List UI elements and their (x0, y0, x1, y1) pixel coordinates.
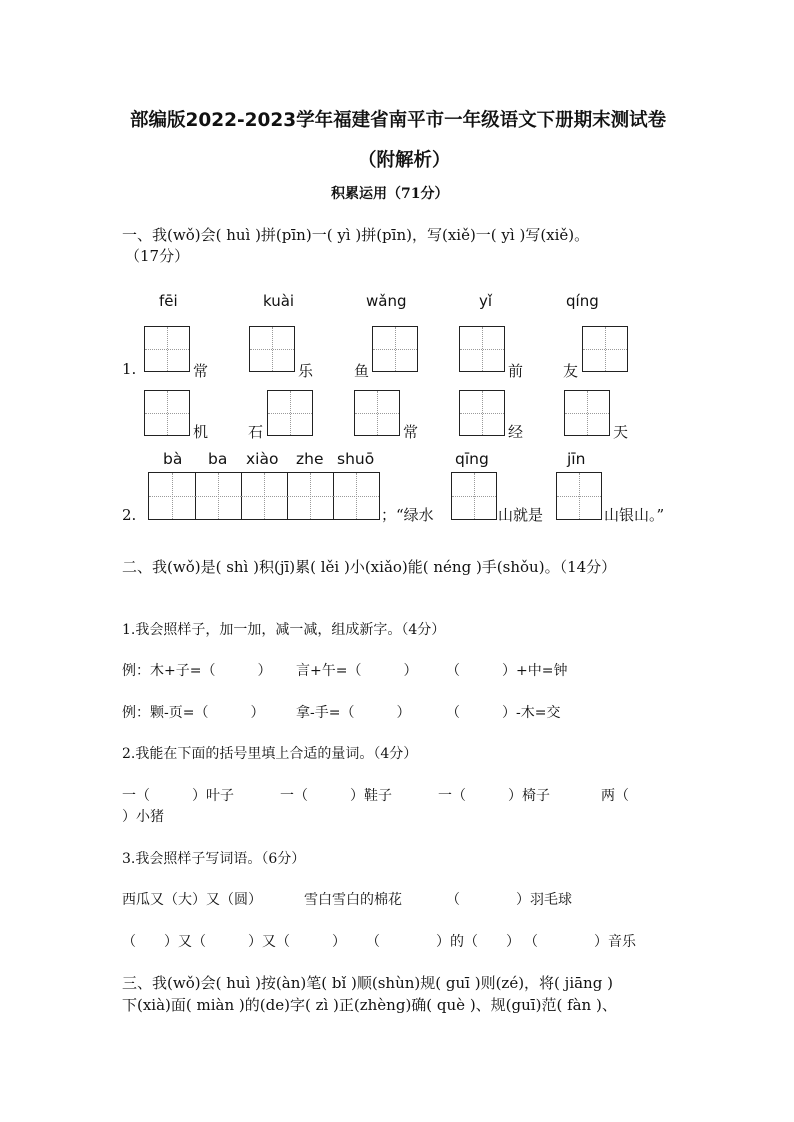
char-hint: 乐 (298, 362, 314, 380)
char-hint: 前 (508, 362, 524, 380)
example-text: 雪白雪白的棉花 (304, 892, 402, 908)
tianzige-box[interactable] (354, 390, 400, 436)
sub-question: 2.我能在下面的括号里填上合适的量词。（4分） (122, 746, 418, 762)
fill-blank: ）小猪 (122, 809, 164, 825)
pinyin-label: ba (208, 450, 228, 468)
pinyin-label: yǐ (479, 292, 493, 310)
question-1-heading: 一、我(wǒ)会( huì )拼(pīn)一( yì )拼(pīn)，写(xiě)一( yì )写(xiě)。 (122, 226, 590, 244)
sub-question: 3.我会照样子写词语。（6分） (122, 851, 306, 867)
fill-blank: 拿-手=（ ） (296, 705, 411, 721)
fill-blank: （ ）音乐 (524, 934, 636, 950)
sentence-fragment: 山银山。” (604, 506, 665, 524)
tianzige-box[interactable] (582, 326, 628, 372)
char-hint: 天 (613, 423, 629, 441)
tianzige-box[interactable] (267, 390, 313, 436)
fill-blank: （ ）+中=钟 (446, 663, 568, 679)
pinyin-label: shuō (337, 450, 375, 468)
example-text: 西瓜又（大）又（圆） (122, 892, 262, 908)
question-3-heading-cont: 下(xià)面( miàn )的(de)字( zì )正(zhèng)确( què )、规(guī)范( fàn )、 (122, 996, 617, 1014)
char-hint: 石 (248, 423, 264, 441)
section-heading: 积累运用（71分） (331, 186, 449, 202)
fill-blank: 一（ ）椅子 (438, 788, 550, 804)
pinyin-label: jīn (567, 450, 586, 468)
char-hint: 友 (563, 362, 579, 380)
tianzige-box[interactable] (372, 326, 418, 372)
char-hint: 常 (403, 423, 419, 441)
tianzige-box[interactable] (459, 326, 505, 372)
tianzige-box[interactable] (556, 472, 602, 520)
item-number: 2. (122, 506, 137, 524)
pinyin-label: zhe (296, 450, 324, 468)
tianzige-box[interactable] (459, 390, 505, 436)
page-title-suffix: （附解析） (358, 150, 451, 171)
fill-blank: 例：颗-页=（ ） (122, 705, 265, 721)
pinyin-label: bà (163, 450, 183, 468)
tianzige-box[interactable] (564, 390, 610, 436)
fill-blank: 例：木+子=（ ） (122, 663, 272, 679)
fill-blank: 言+午=（ ） (296, 663, 418, 679)
fill-blank: 一（ ）鞋子 (280, 788, 392, 804)
char-hint: 机 (193, 423, 209, 441)
sub-question: 1.我会照样子，加一加，减一减，组成新字。（4分） (122, 622, 446, 638)
item-number: 1. (122, 360, 137, 378)
question-1-score: （17分） (125, 247, 190, 265)
pinyin-label: kuài (263, 292, 295, 310)
tianzige-box[interactable] (249, 326, 295, 372)
tianzige-box[interactable] (144, 326, 190, 372)
pinyin-label: qīng (455, 450, 489, 468)
question-3-heading: 三、我(wǒ)会( huì )按(àn)笔( bǐ )顺(shùn)规( guī )则(zé)，将( jiāng ) (122, 974, 613, 992)
fill-blank: 一（ ）叶子 (122, 788, 234, 804)
fill-blank: （ ）-木=交 (446, 705, 561, 721)
tianzige-box[interactable] (451, 472, 497, 520)
question-2-heading: 二、我(wǒ)是( shì )积(jī)累( lěi )小(xiǎo)能( néng )手(shǒu)。（14分） (122, 558, 617, 576)
pinyin-label: fēi (159, 292, 178, 310)
pinyin-label: xiào (246, 450, 279, 468)
sentence-fragment: 山就是 (498, 506, 544, 524)
tianzige-row[interactable] (148, 472, 380, 520)
page-title: 部编版2022-2023学年福建省南平市一年级语文下册期末测试卷 (130, 110, 667, 131)
char-hint: 鱼 (354, 362, 370, 380)
fill-blank: 两（ (601, 788, 629, 804)
fill-blank: （ ）又（ ）又（ ） (122, 934, 346, 950)
pinyin-label: qíng (566, 292, 599, 310)
sentence-fragment: ；“绿水 (381, 506, 434, 524)
char-hint: 常 (193, 362, 209, 380)
fill-blank: （ ）羽毛球 (446, 892, 572, 908)
fill-blank: （ ）的（ ） (366, 934, 520, 950)
char-hint: 经 (508, 423, 524, 441)
pinyin-label: wǎng (366, 292, 407, 310)
tianzige-box[interactable] (144, 390, 190, 436)
